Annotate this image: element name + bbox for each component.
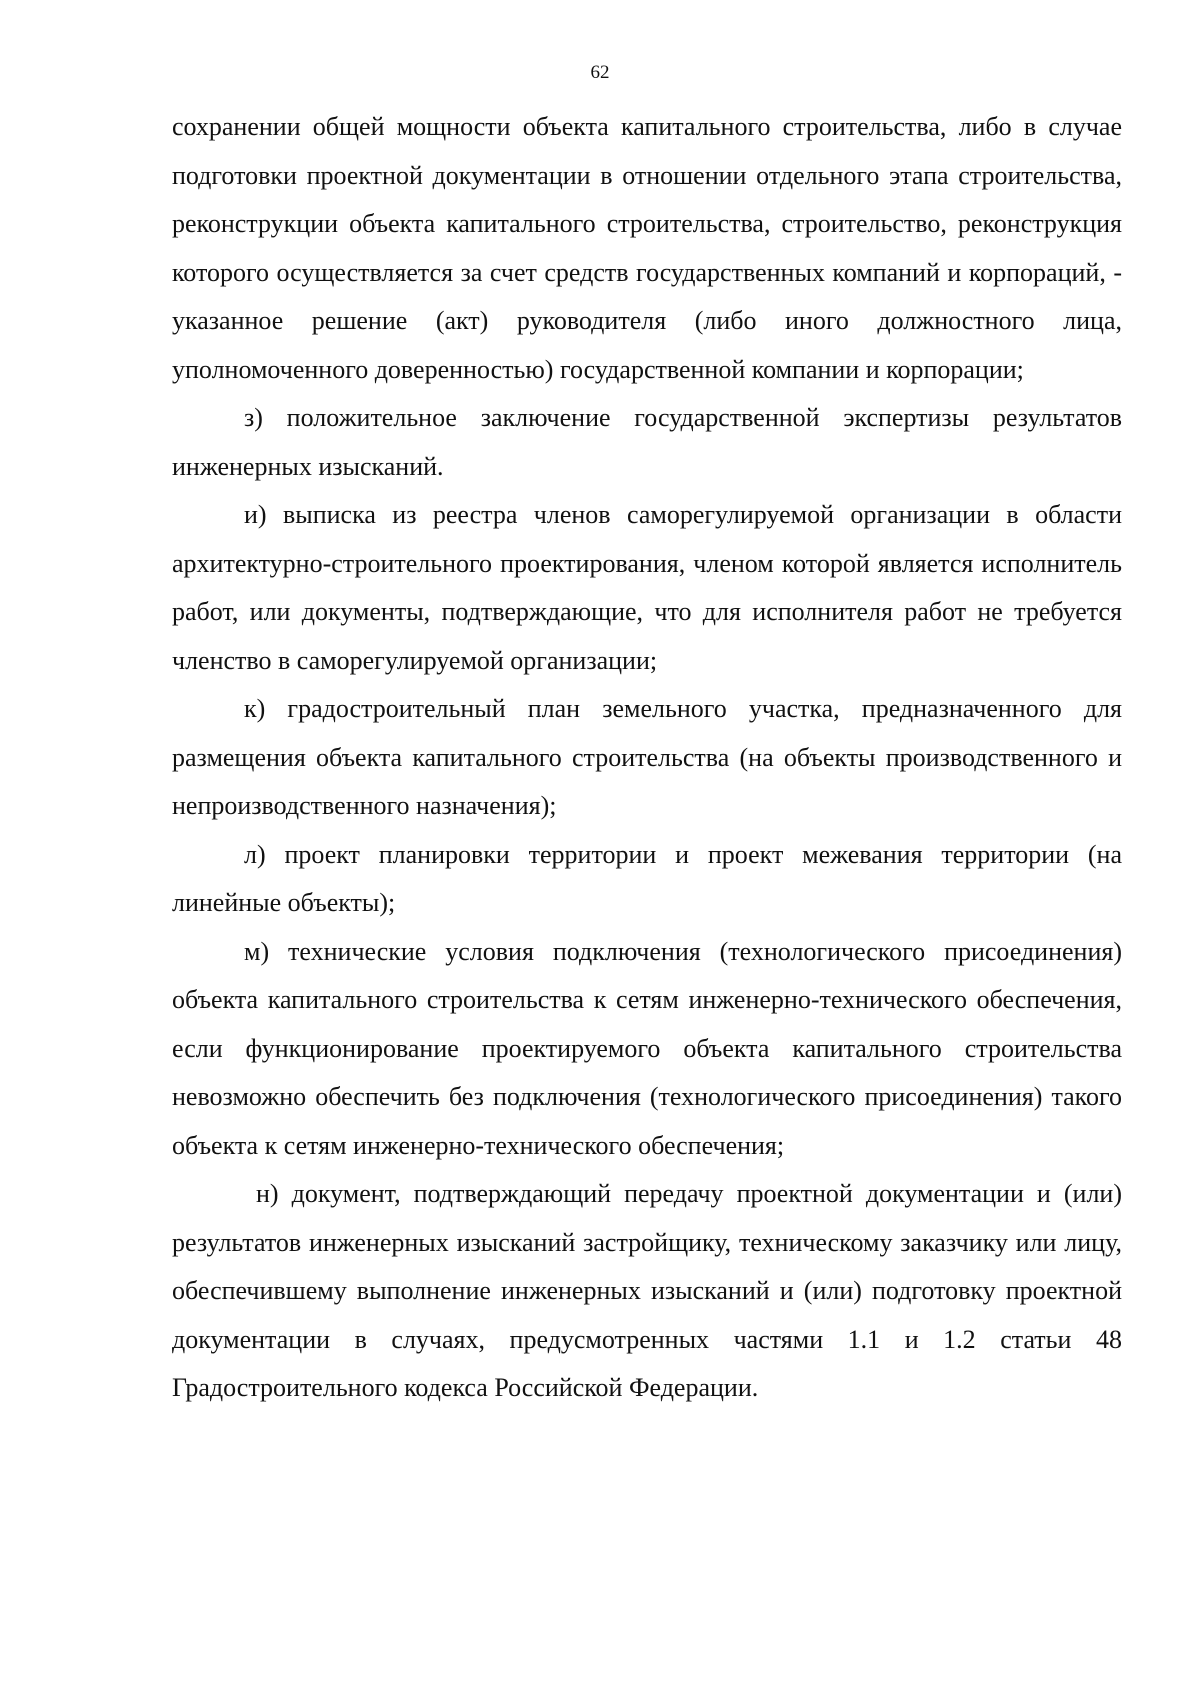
paragraph-item-z: з) положительное заключение государственной экспертизы результатов инженерных изысканий. (172, 403, 1122, 481)
page-number: 62 (590, 62, 610, 83)
paragraph-item-m: м) технические условия подключения (технологического присоединения) объекта капитального строительства к сетям инженерно-технического обеспечения, если функционирование проектируемого объекта капитального строительства невозможно обеспечить без подключения (технологического присоединения) такого объекта к сетям инженерно-технического обеспечения; (172, 936, 1122, 1160)
paragraph-item-i: и) выписка из реестра членов саморегулируемой организации в области архитектурно-строительного проектирования, членом которой является исполнитель работ, или документы, подтверждающие, что для исполнителя работ не требуется членство в саморегулируемой организации; (172, 500, 1122, 675)
paragraph-continuation: сохранении общей мощности объекта капитального строительства, либо в случае подготовки проектной документации в отношении отдельного этапа строительства, реконструкции объекта капитального строительства, строительство, реконструкция которого осуществляется за счет средств государственных компаний и корпораций, - указанное решение (акт) руководителя (либо иного должностного лица, уполномоченного доверенностью) государственной компании и корпорации; (172, 112, 1122, 384)
paragraph-item-k: к) градостроительный план земельного участка, предназначенного для размещения объекта капитального строительства (на объекты производственного и непроизводственного назначения); (172, 694, 1122, 820)
document-body (172, 103, 1122, 1413)
paragraph-item-l: л) проект планировки территории и проект межевания территории (на линейные объекты); (172, 839, 1122, 917)
paragraph-item-n: н) документ, подтверждающий передачу проектной документации и (или) результатов инженерных изысканий застройщику, техническому заказчику или лицу, обеспечившему выполнение инженерных изысканий и (или) подготовку проектной документации в случаях, предусмотренных частями 1.1 и 1.2 статьи 48 Градостроительного кодекса Российской Федерации. (172, 1179, 1122, 1402)
